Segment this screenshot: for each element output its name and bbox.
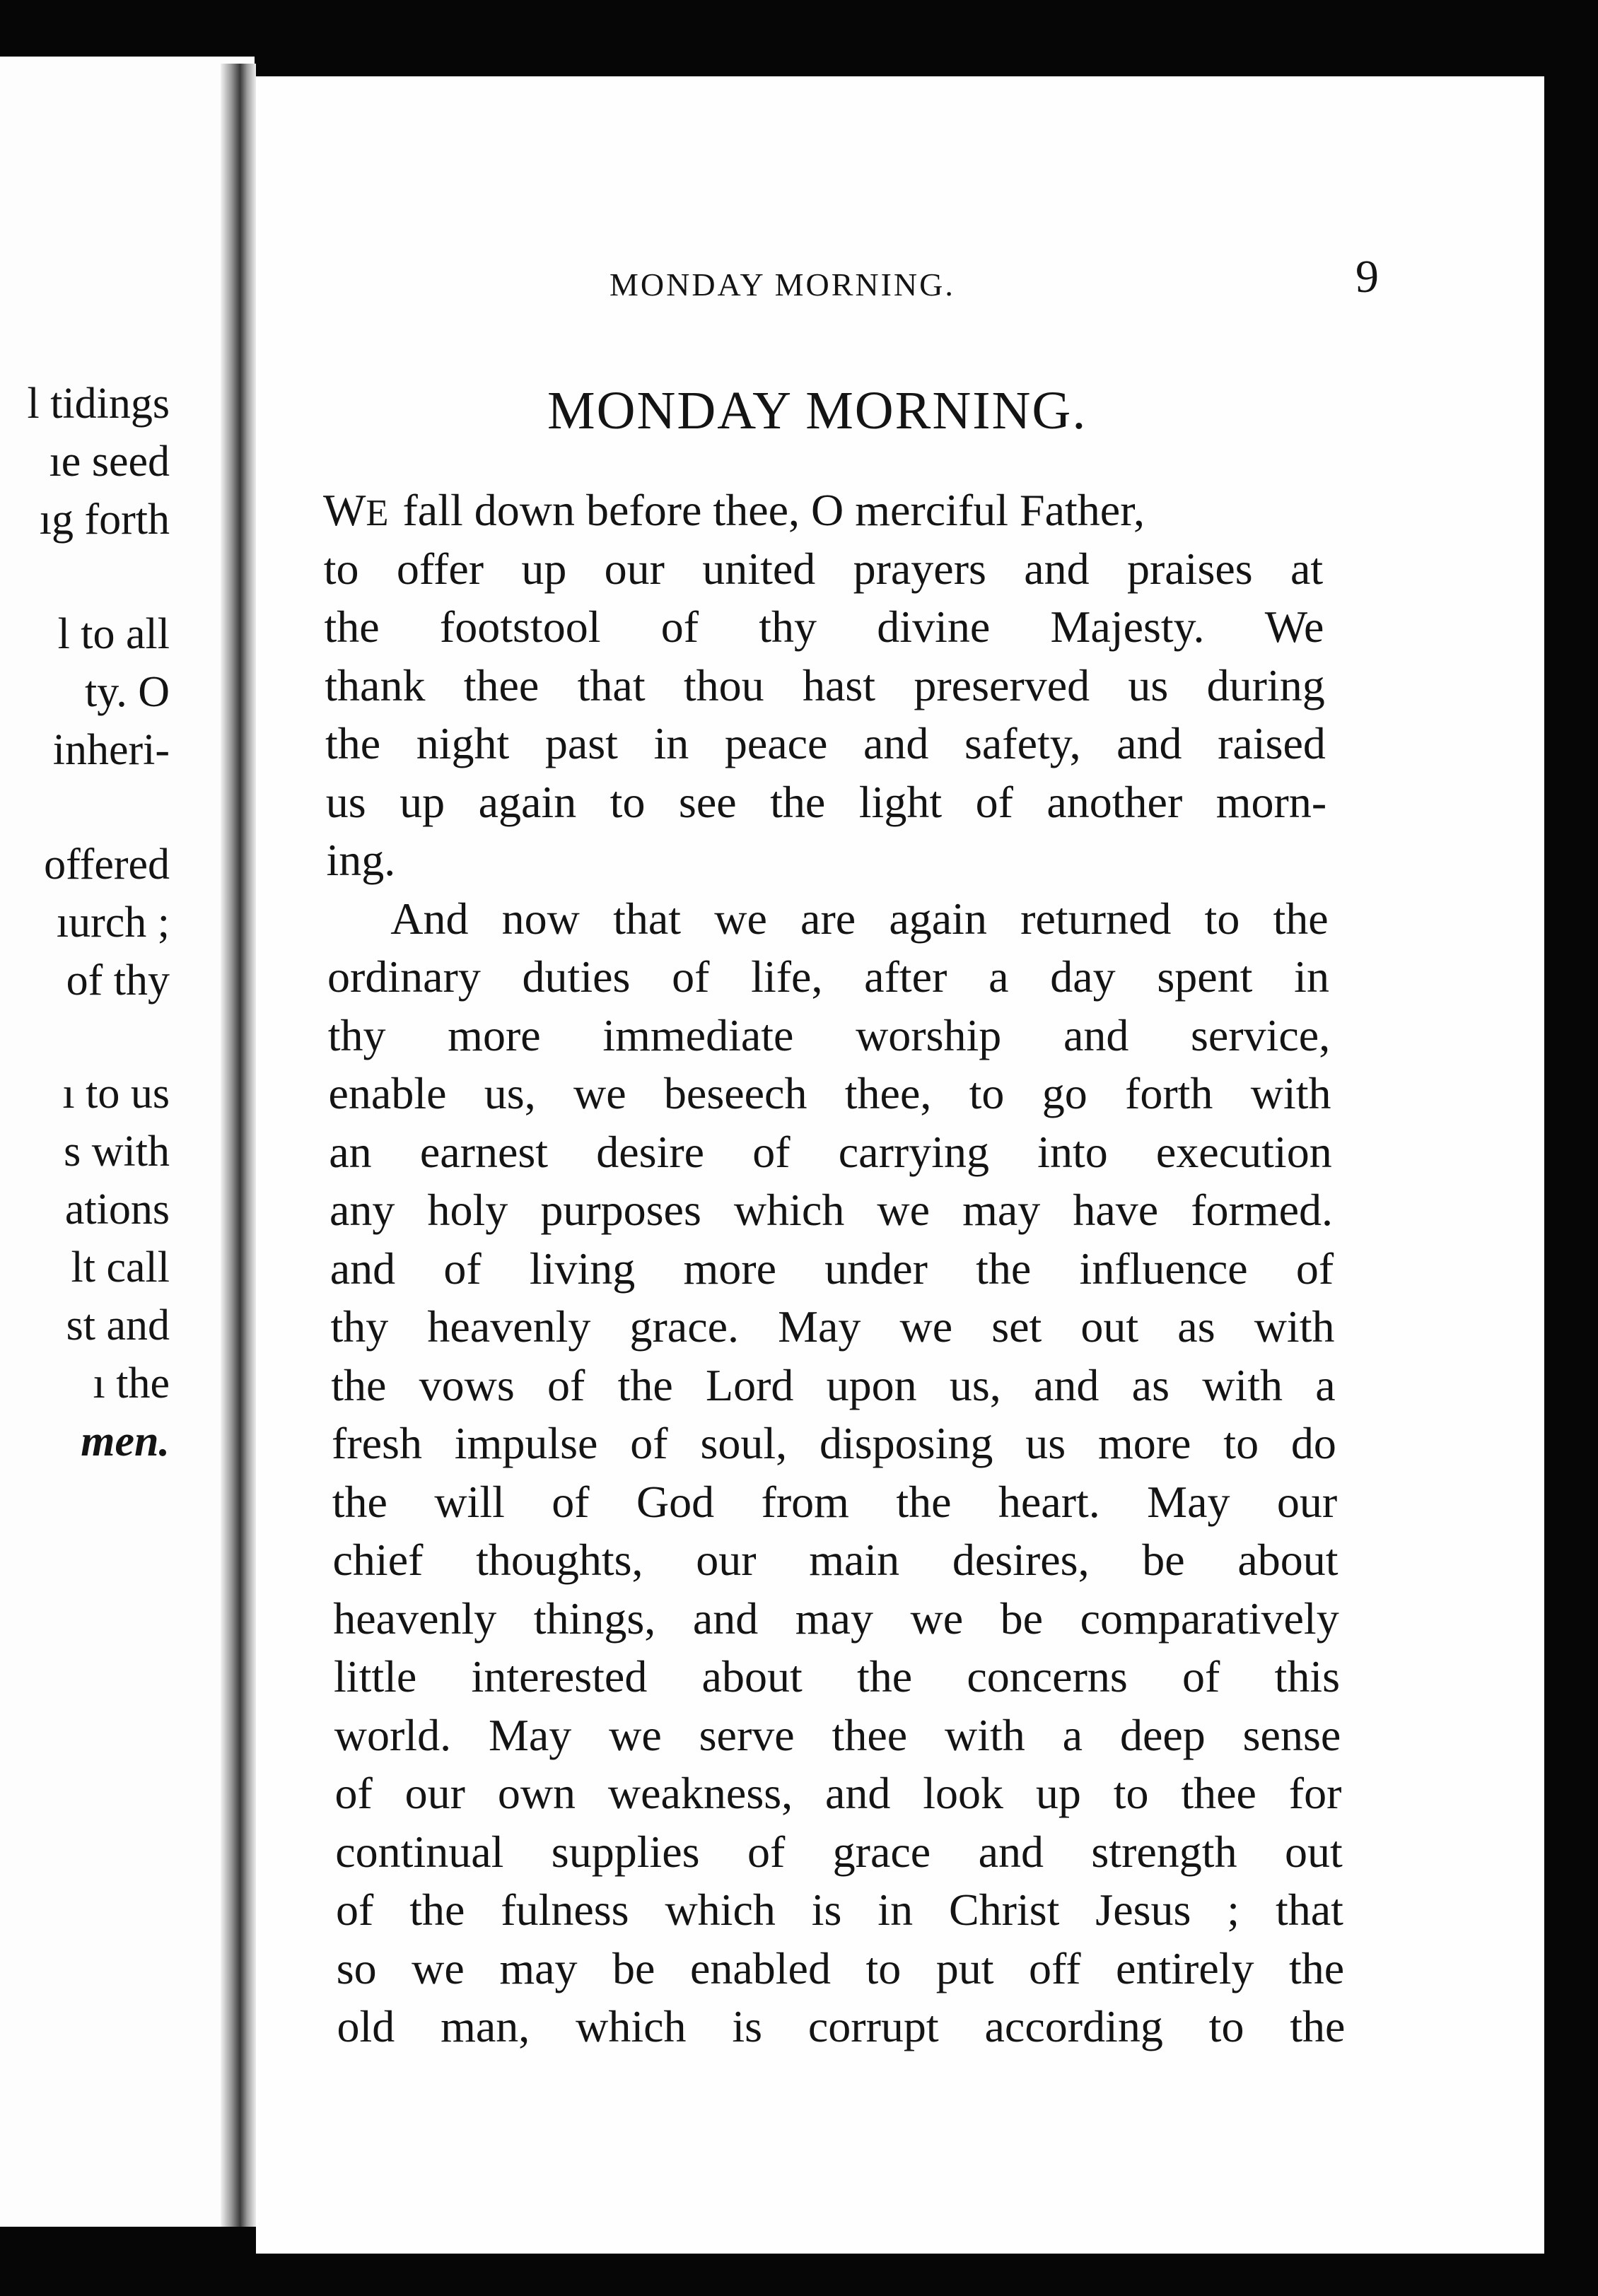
body-line: and of living more under the influence of [329,1243,1334,1294]
left-page-line: l tidings [27,380,170,428]
left-page-line: ıe seed [49,438,170,486]
body-line: little interested about the concerns of this [334,1651,1340,1702]
body-line: heavenly things, and may we be comparatively [333,1593,1339,1644]
body-line: the night past in peace and safety, and raised [325,718,1326,768]
left-page-line: ı the [93,1359,170,1407]
left-page-line: s with [64,1128,170,1176]
initial-capital: WE [323,485,390,535]
left-page-line: offered [44,840,170,889]
body-line: continual supplies of grace and strength out [335,1826,1343,1877]
left-page-line: lt call [71,1243,170,1292]
left-page-line: inheri- [52,726,170,774]
body-line: thy heavenly grace. May we set out as with [330,1301,1335,1352]
section-heading: MONDAY MORNING. [547,381,1087,440]
left-page-line: ations [64,1185,170,1234]
body-line: thank thee that thou hast preserved us during [325,660,1325,710]
body-line: WE fall down before thee, O merciful Father, [323,485,1145,535]
body-line: enable us, we beseech thee, to go forth with [328,1068,1331,1118]
left-page-line: st and [66,1301,170,1349]
left-facing-page [0,57,255,2227]
body-line: of our own weakness, and look up to thee for [334,1768,1342,1818]
body-line: chief thoughts, our main desires, be about [332,1535,1339,1585]
left-page-line: ı to us [62,1070,170,1118]
body-line: to offer up our united prayers and praises at [323,543,1324,594]
body-line: ordinary duties of life, after a day spent in [327,951,1329,1002]
right-page [256,76,1544,2254]
body-line: world. May we serve thee with a deep sense [334,1709,1341,1760]
body-line: any holy purposes which we may have formed. [329,1185,1333,1235]
body-line: the vows of the Lord upon us, and as with a [331,1359,1336,1410]
left-page-line: of thy [66,956,170,1004]
left-page-line: ıurch ; [56,898,170,947]
left-page-line: ıg forth [39,496,170,544]
body-line: us up again to see the light of another morn- [325,776,1327,827]
body-line: old man, which is corrupt according to the [337,2001,1346,2051]
book-gutter [221,64,256,2227]
left-page-line: l to all [57,610,170,658]
body-line: And now that we are again returned to the [390,893,1329,944]
body-line: the footstool of thy divine Majesty. We [324,602,1324,652]
running-head: MONDAY MORNING. [610,266,955,303]
body-line: the will of God from the heart. May our [332,1476,1338,1527]
body-line: of the fulness which is in Christ Jesus ; that [336,1885,1343,1935]
body-line: thy more immediate worship and service, [327,1009,1331,1060]
body-line: ing. [326,835,396,885]
left-page-line: men. [81,1417,170,1465]
body-line: so we may be enabled to put off entirely the [336,1943,1345,1993]
body-line: fresh impulse of soul, disposing us more to do [332,1418,1336,1468]
body-line: an earnest desire of carrying into execution [329,1126,1332,1177]
page-number: 9 [1355,251,1379,303]
left-page-line: ty. O [85,668,170,716]
